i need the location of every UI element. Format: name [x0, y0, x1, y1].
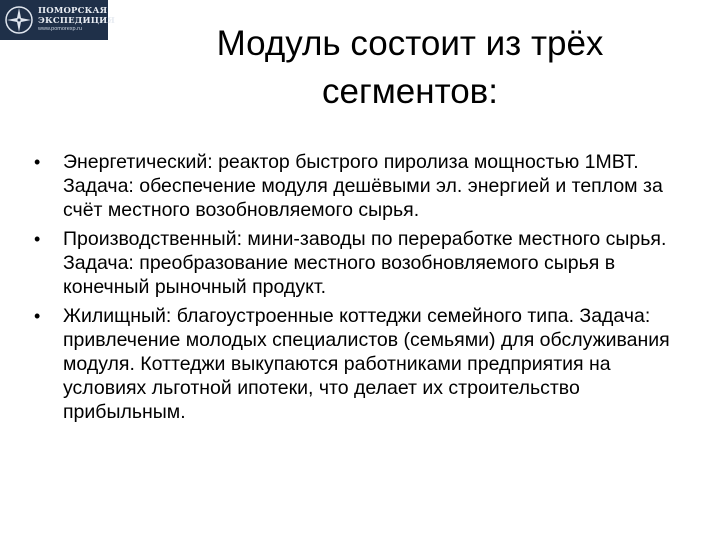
slide-title-line2: сегментов: [321, 72, 498, 111]
bullet-text: Энергетический: реактор быстрого пиролиза мощностью 1МВТ. Задача: обеспечение модуля дешёвыми эл. энергией и теплом за счёт местного возобновляемого сырья. [63, 151, 663, 221]
compass-rose-icon [4, 5, 34, 35]
bullet-marker: • [34, 229, 41, 249]
logo [0, 0, 116, 40]
bullet-text: Жилищный: благоустроенные коттеджи семейного типа. Задача: привлечение молодых специалистов (семьями) для обслуживания модуля. Коттеджи выкупаются работниками предприятия на условиях льготной ипотеки, что делает их строительство прибыльным. [63, 305, 670, 423]
slide-title-line1: Модуль состоит из трёх [216, 24, 604, 63]
logo-title-line1: ПОМОРСКАЯ [38, 6, 108, 17]
bullet-item-energy [34, 150, 674, 222]
bullet-item-production [34, 227, 674, 299]
logo-url: www.pomorexp.ru [38, 26, 83, 33]
logo-title-line2: ЭКСПЕДИЦИЯ [38, 15, 116, 26]
bullet-marker: • [34, 152, 41, 172]
bullet-item-housing [34, 304, 674, 424]
bullet-list [34, 150, 674, 429]
bullet-text: Производственный: мини-заводы по переработке местного сырья. Задача: преобразование местного возобновляемого сырья в конечный рыночный продукт. [63, 228, 667, 298]
slide-title [140, 20, 680, 116]
bullet-marker: • [34, 306, 41, 326]
